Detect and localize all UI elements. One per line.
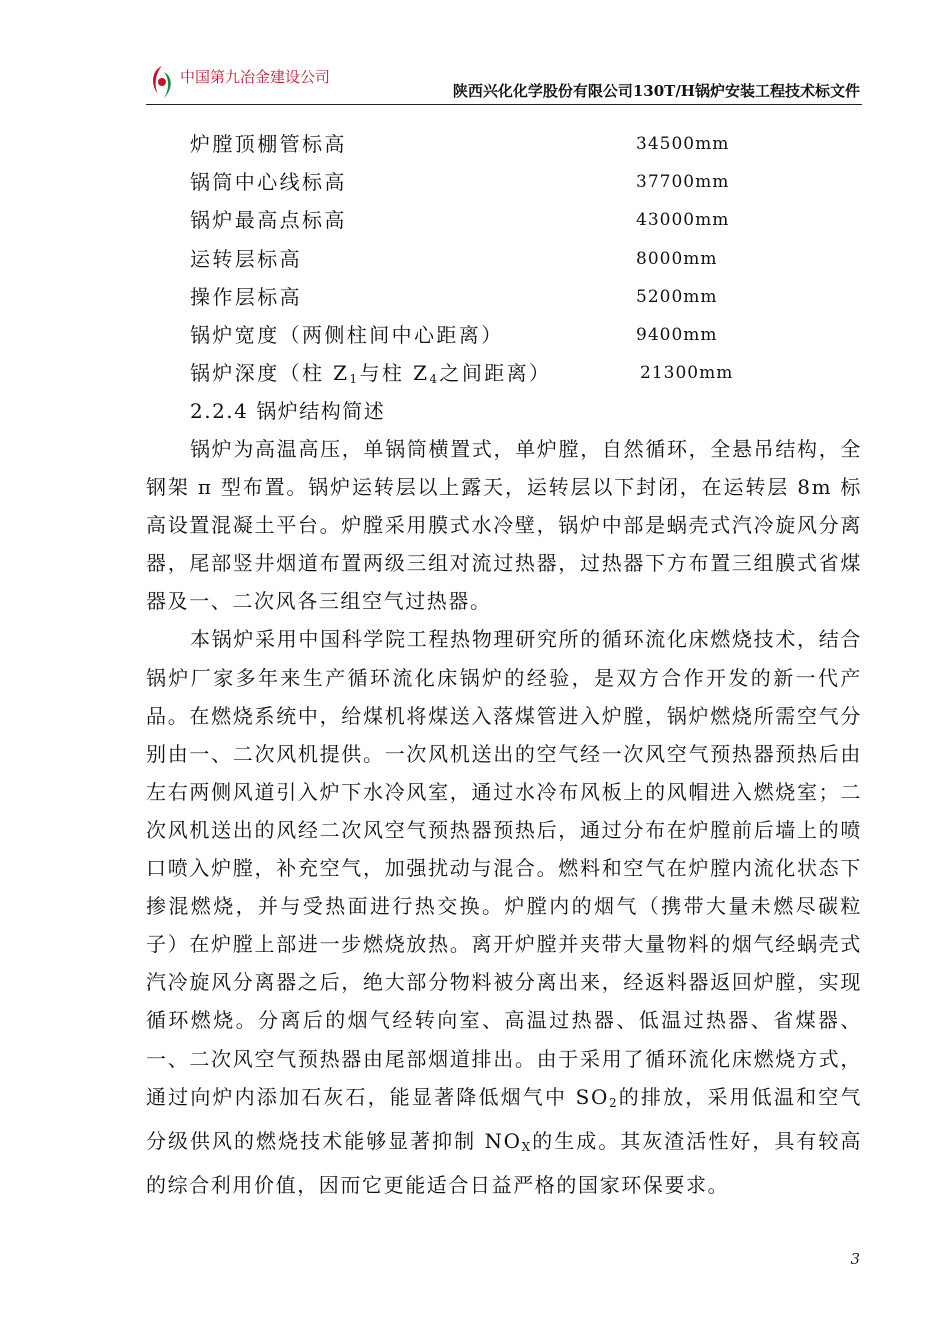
spec-value: 21300mm	[640, 363, 734, 384]
spec-value: 9400mm	[636, 324, 718, 345]
subscript: X	[521, 1139, 532, 1154]
paragraph-text: 本锅炉采用中国科学院工程热物理研究所的循环流化床燃烧技术，结合锅炉厂家多年来生产循环流化床锅炉的经验，是双方合作开发的新一代产品。在燃烧系统中，给煤机将煤送入落煤管进入炉膛，锅炉燃烧所需空气分别由一、二次风机提供。一次风机送出的空气经一次风空气预热器预热后由左右两侧风道引入炉下水冷风室，通过水冷布风板上的风帽进入燃烧室；二次风机送出的风经二次风空气预热器预热后，通过分布在炉膛前后墙上的喷口喷入炉膛，补充空气，加强扰动与混合。燃料和空气在炉膛内流化状态下掺混燃烧，并与受热面进行热交换。炉膛内的烟气（携带大量未燃尽碳粒子）在炉膛上部进一步燃烧放热。离开炉膛并夹带大量物料的烟气经蜗壳式汽冷旋风分离器之后，绝大部分物料被分离出来，经返料器返回炉膛，实现循环燃烧。分离后的烟气经转向室、高温过热器、低温过热器、省煤器、一、二次风空气预热器由尾部烟道排出。由于采用了循环流化床燃烧方式，通过向炉内添加石灰石，能显著降低烟气中 SO	[146, 627, 862, 1109]
spec-label: 运转层标高	[190, 246, 302, 271]
spec-label: 操作层标高	[190, 284, 302, 309]
spec-row	[190, 127, 750, 165]
spec-label: 锅炉宽度（两侧柱间中心距离）	[190, 322, 504, 347]
document-title: 陕西兴化化学股份有限公司130T/H锅炉安装工程技术标文件	[452, 82, 860, 100]
page-header	[0, 0, 950, 112]
subscript: 2	[608, 1095, 619, 1110]
company-name: 中国第九冶金建设公司	[180, 68, 331, 86]
spec-label-part: 与柱 Z	[359, 361, 430, 386]
paragraph: 锅炉为高温高压，单锅筒横置式，单炉膛，自然循环，全悬吊结构，全钢架 π 型布置。锅炉运转层以上露天，运转层以下封闭，在运转层 8m 标高设置混凝土平台。炉膛采用膜式水冷壁，锅炉中部是蜗壳式汽冷旋风分离器，尾部竖井烟道布置两级三组对流过热器，过热器下方布置三组膜式省煤器及一、二次风各三组空气过热器。	[146, 437, 862, 614]
paragraph	[146, 620, 862, 1203]
spec-label	[190, 356, 551, 396]
boiler-spec-list	[190, 127, 750, 394]
spec-label-part: 锅炉深度（柱 Z	[190, 361, 350, 386]
spec-value: 8000mm	[636, 248, 718, 269]
spec-value: 34500mm	[636, 134, 730, 154]
spec-row	[190, 280, 750, 318]
paragraph-text: 的排放，采用低温和空气分级供风的燃烧技术能够显著抑制 NO	[146, 1084, 862, 1153]
section-body	[146, 430, 862, 1204]
spec-label: 锅炉最高点标高	[190, 208, 347, 233]
spec-label-part: 之间距离）	[439, 361, 552, 386]
spec-row	[190, 165, 750, 203]
section-heading: 2.2.4 锅炉结构简述	[190, 399, 386, 423]
spec-row	[190, 242, 750, 280]
paragraph-text: 的生成。其灰渣活性好，具有较高的综合利用价值，因而它更能适合日益严格的国家环保要求。	[146, 1128, 862, 1197]
spec-value: 37700mm	[636, 172, 730, 193]
spec-label: 锅筒中心线标高	[190, 170, 347, 195]
spec-value: 43000mm	[636, 210, 730, 231]
company-logo-icon	[148, 64, 176, 100]
header-divider	[146, 104, 862, 105]
subscript: 4	[429, 372, 440, 387]
spec-row	[190, 203, 750, 241]
page-number: 3	[850, 1250, 860, 1268]
subscript: 1	[349, 372, 360, 387]
spec-value: 5200mm	[636, 286, 718, 307]
spec-label: 炉膛顶棚管标高	[190, 132, 347, 156]
spec-row	[190, 318, 750, 356]
spec-row	[190, 356, 750, 394]
